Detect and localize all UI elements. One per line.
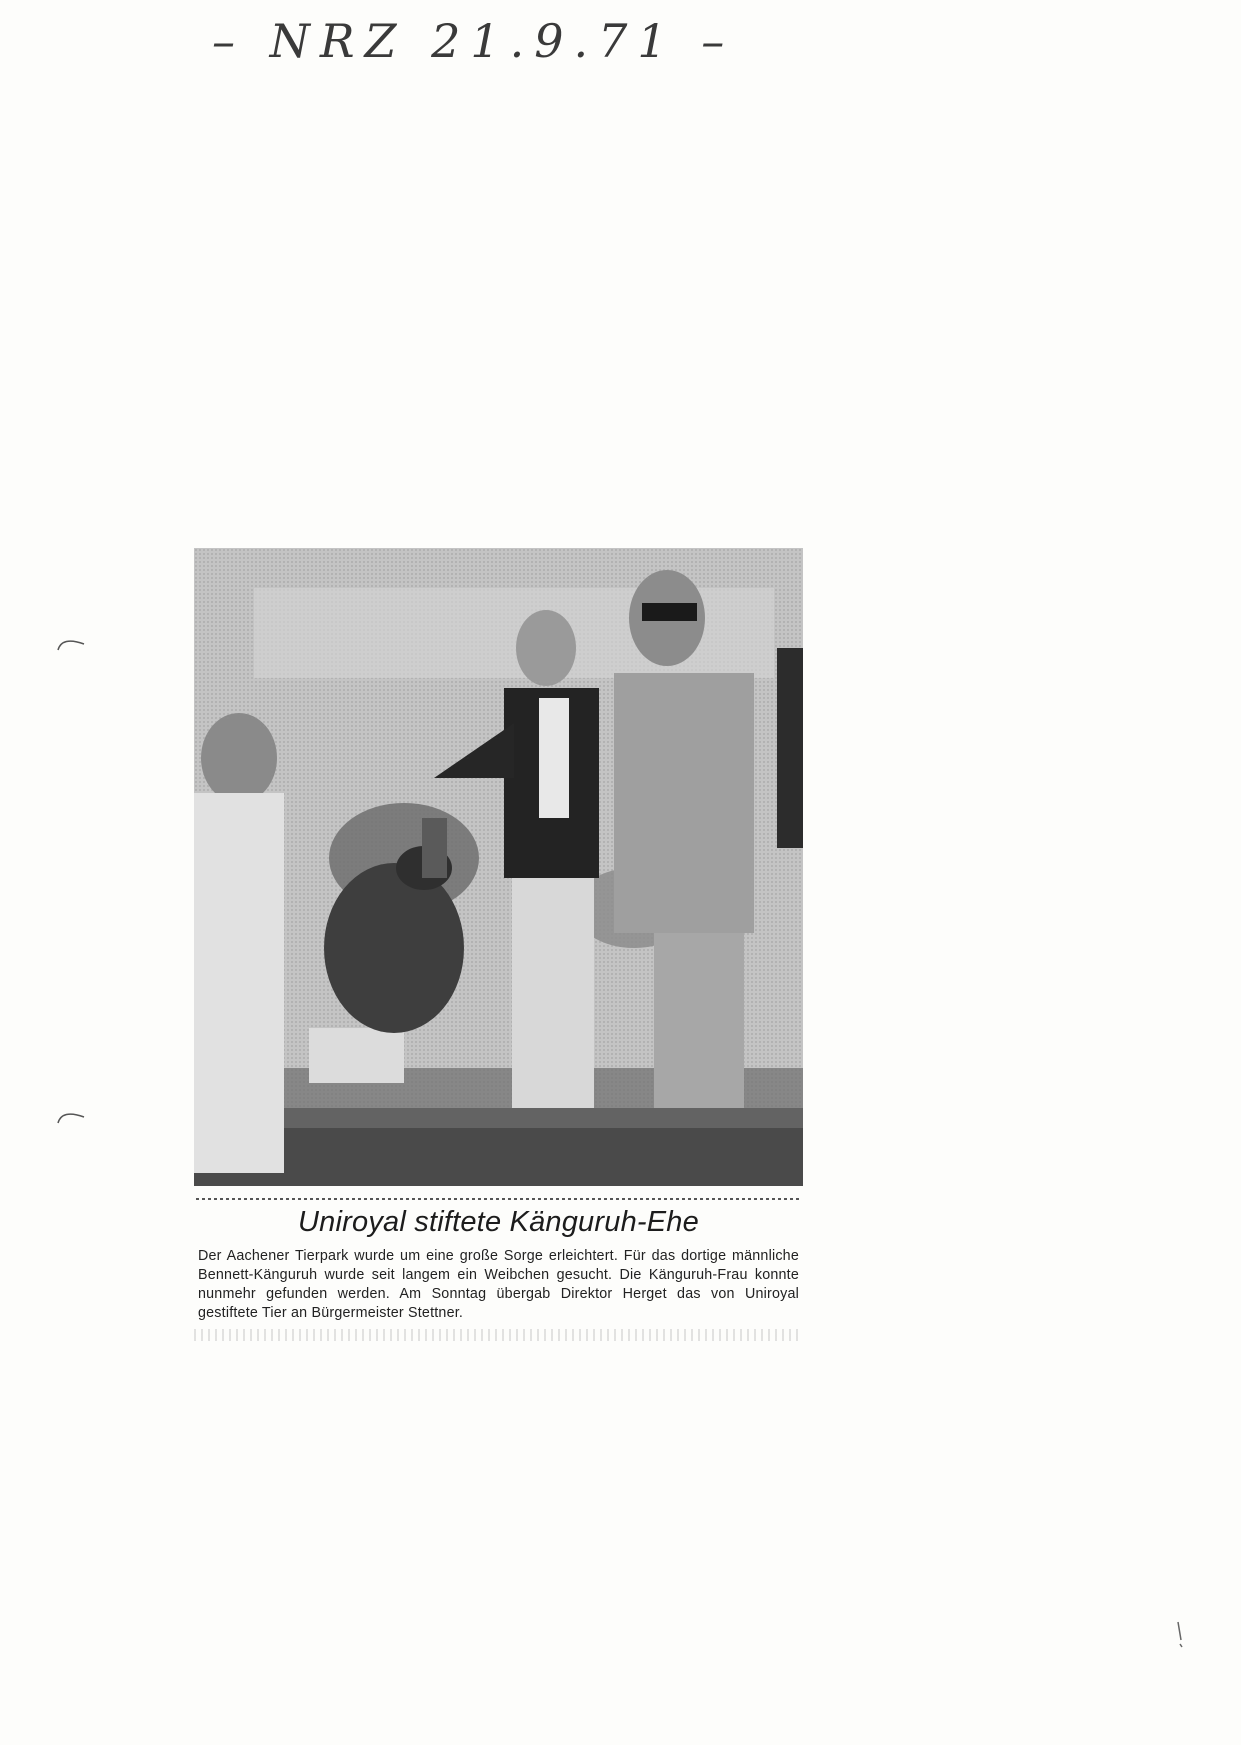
punch-hole-icon [56, 1103, 86, 1143]
handwritten-date-note: – NRZ 21.9.71 – [212, 14, 735, 68]
press-photo [194, 548, 803, 1186]
caption-block [194, 1198, 803, 1341]
article-body: Der Aachener Tierpark wurde um eine große Sorge erleichtert. Für das dortige männliche Bennett-Känguruh wurde seit langem ein Weibchen gesucht. Die Känguruh-Frau konnte nunmehr gefunden werden. Am Sonntag übergab Direktor Herget das von Uniroyal gestiftete Tier an Bürgermeister Stettner. [198, 1248, 799, 1321]
caption-divider [196, 1198, 801, 1200]
punch-hole-icon [56, 630, 86, 670]
bleed-through-lines [194, 1329, 803, 1341]
pen-mark-icon [1175, 1620, 1185, 1648]
newspaper-clipping [194, 548, 803, 1390]
article-headline: Uniroyal stiftete Känguruh-Ehe [298, 1206, 699, 1238]
